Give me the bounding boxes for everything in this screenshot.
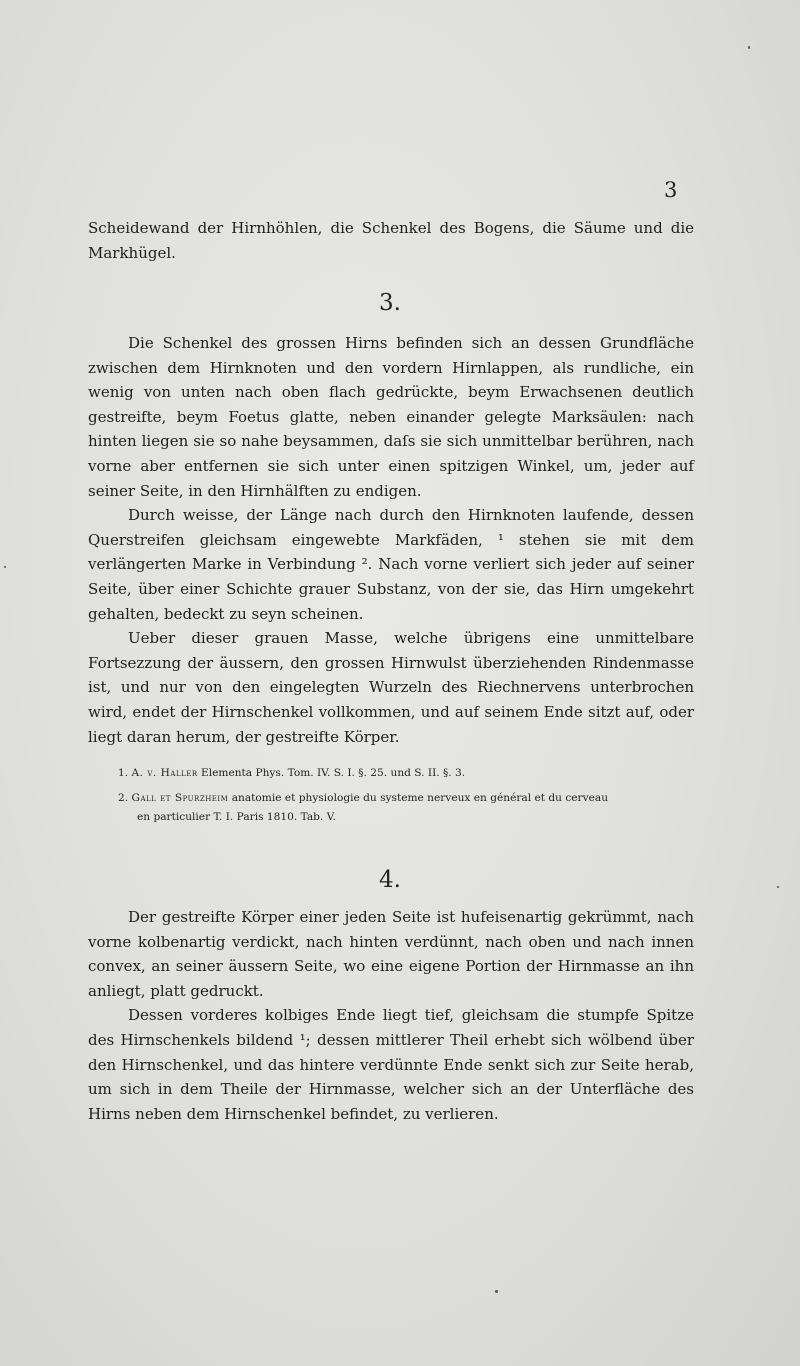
section-4-number: 4. xyxy=(379,867,401,893)
footnote-1-marker: 1. xyxy=(118,767,129,779)
paper-speck xyxy=(777,886,779,888)
intro-paragraph: Scheidewand der Hirnhöhlen, die Schenkel des Bogens, die Säume und die Markhügel. xyxy=(88,219,694,262)
paper-speck xyxy=(495,1290,498,1293)
intro-block xyxy=(88,216,694,265)
footnote-2-marker: 2. xyxy=(118,792,129,804)
footnote-1 xyxy=(118,764,694,783)
section-3-footnotes xyxy=(118,764,694,833)
section-3-paragraph-3: Ueber dieser grauen Masse, welche übrigens eine unmittelbare Fortsezzung der äussern, den grossen Hirnwulst überziehenden Rindenmasse ist, und nur von den eingelegten Wurzeln des Riechnervens unterbrochen wird, endet der Hirnschenkel vollkommen, und auf seinem Ende sitzt auf, oder liegt daran herum, der gestreifte Körper. xyxy=(88,629,694,746)
section-4-paragraph-1: Der gestreifte Körper einer jeden Seite ist hufeisenartig gekrümmt, nach vorne kolbenartig verdickt, nach hinten verdünnt, nach oben und nach innen convex, an seiner äussern Seite, wo eine eigene Portion der Hirnmasse an ihn anliegt, platt gedruckt. xyxy=(88,908,694,1000)
paper-speck xyxy=(4,566,6,568)
footnote-1-text: Elementa Phys. Tom. IV. S. I. §. 25. und S. II. §. 3. xyxy=(201,767,466,779)
footnote-2 xyxy=(118,789,694,827)
footnote-2-text: anatomie et physiologie du systeme nerveux en général et du cerveau xyxy=(231,792,609,804)
section-3-body xyxy=(88,331,694,749)
footnote-1-author: A. v. Haller xyxy=(131,767,198,779)
footnote-2-author: Gall et Spurzheim xyxy=(131,792,229,804)
section-3-paragraph-1: Die Schenkel des grossen Hirns befinden sich an dessen Grundfläche zwischen dem Hirnknoten und den vordern Hirnlappen, als rundliche, ein wenig von unten nach oben flach gedrückte, beym Erwachsenen deutlich gestreifte, beym Foetus glatte, neben einander gelegte Marksäulen: nach hinten liegen sie so nahe beysammen, daſs sie sich unmittelbar berühren, nach vorne aber entfernen sie sich unter einen spitzigen Winkel, um, jeder auf seiner Seite, in den Hirnhälften zu endigen. xyxy=(88,334,694,500)
footnote-2-continuation: en particulier T. I. Paris 1810. Tab. V. xyxy=(137,811,336,823)
section-3-number: 3. xyxy=(379,290,401,316)
paper-speck xyxy=(748,46,750,49)
page-number: 3 xyxy=(664,178,678,202)
section-4-paragraph-2: Dessen vorderes kolbiges Ende liegt tief, gleichsam die stumpfe Spitze des Hirnschenkels bildend ¹; dessen mittlerer Theil erhebt sich wölbend über den Hirnschenkel, und das hintere verdünnte Ende senkt sich zur Seite herab, um sich in dem Theile der Hirnmasse, welcher sich an der Unterfläche des Hirns neben dem Hirnschenkel befindet, zu verlieren. xyxy=(88,1006,694,1123)
section-3-paragraph-2: Durch weisse, der Länge nach durch den Hirnknoten laufende, dessen Querstreifen gleichsam eingewebte Markfäden, ¹ stehen sie mit dem verlängerten Marke in Verbindung ². Nach vorne verliert sich jeder auf seiner Seite, über einer Schichte grauer Substanz, von der sie, das Hirn umgekehrt gehalten, bedeckt zu seyn scheinen. xyxy=(88,506,694,623)
section-4-body xyxy=(88,905,694,1126)
